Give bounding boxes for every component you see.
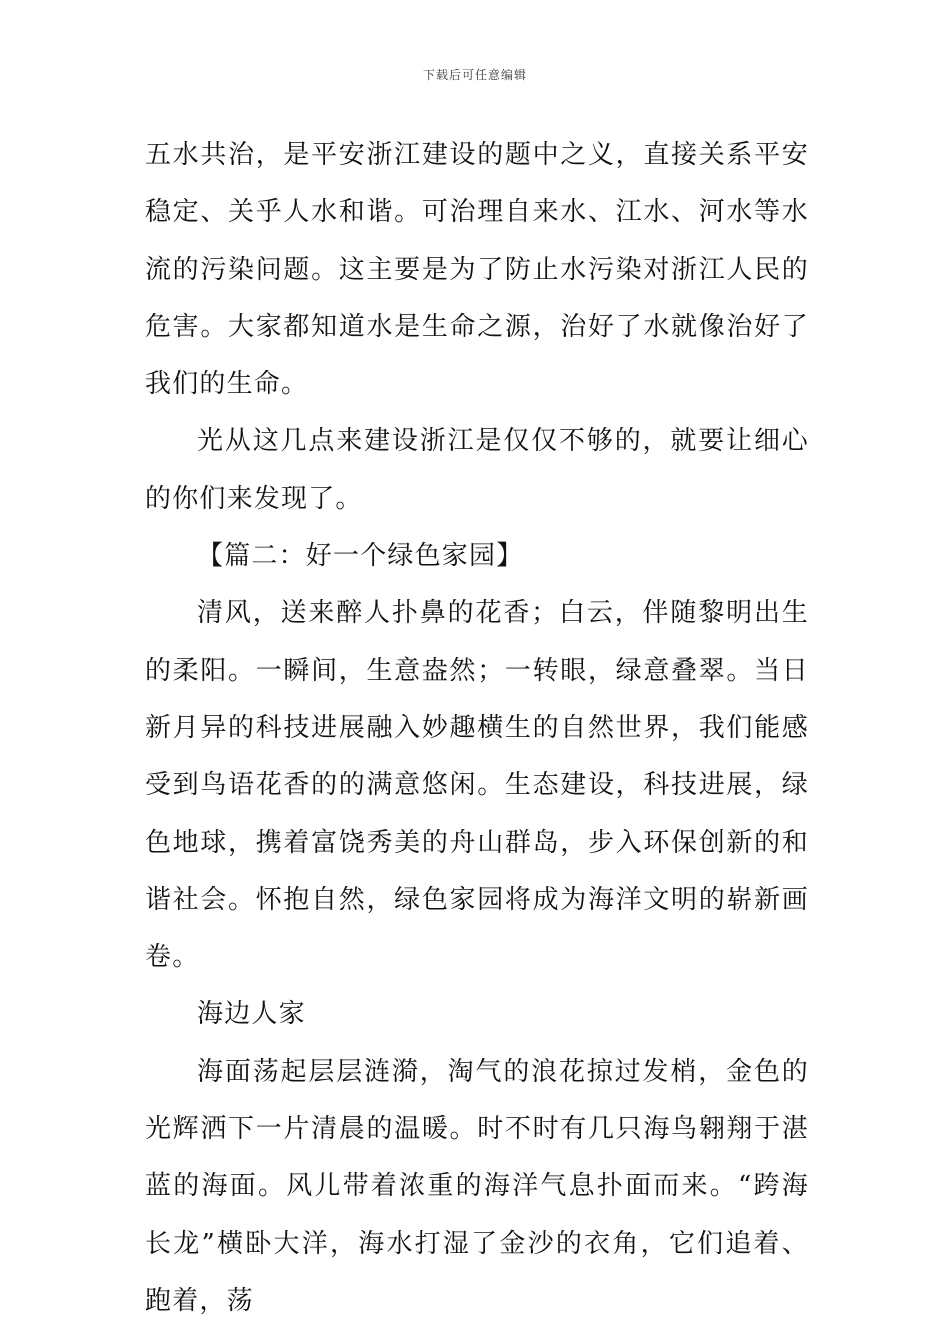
body-text: [145, 127, 809, 1330]
paragraph-conclusion: 光从这几点来建设浙江是仅仅不够的，就要让细心的你们来发现了。: [145, 426, 809, 514]
subheading-seaside: 海边人家: [197, 999, 306, 1030]
paragraph-intro: 五水共治，是平安浙江建设的题中之义，直接关系平安稳定、关乎人水和谐。可治理自来水、江水、河水等水流的污染问题。这主要是为了防止水污染对浙江人民的危害。大家都知道水是生命之源，治好了水就像治好了我们的生命。: [145, 140, 809, 400]
page-header: 下载后可任意编辑: [422, 68, 527, 82]
paragraph-green-home: 清风，送来醉人扑鼻的花香；白云，伴随黎明出生的柔阳。一瞬间，生意盎然；一转眼，绿意叠翠。当日新月异的科技进展融入妙趣横生的自然世界，我们能感受到鸟语花香的的满意悠闲。生态建设，科技进展，绿色地球，携着富饶秀美的舟山群岛，步入环保创新的和谐社会。怀抱自然，绿色家园将成为海洋文明的崭新画卷。: [145, 598, 809, 973]
section-heading: 【篇二：好一个绿色家园】: [197, 541, 524, 572]
paragraph-seaside: 海面荡起层层涟漪，淘气的浪花掠过发梢，金色的光辉洒下一片清晨的温暖。时不时有几只海鸟翱翔于湛蓝的海面。风儿带着浓重的海洋气息扑面而来。“跨海长龙”横卧大洋，海水打湿了金沙的衣角，它们追着、跑着，荡: [145, 1056, 809, 1316]
